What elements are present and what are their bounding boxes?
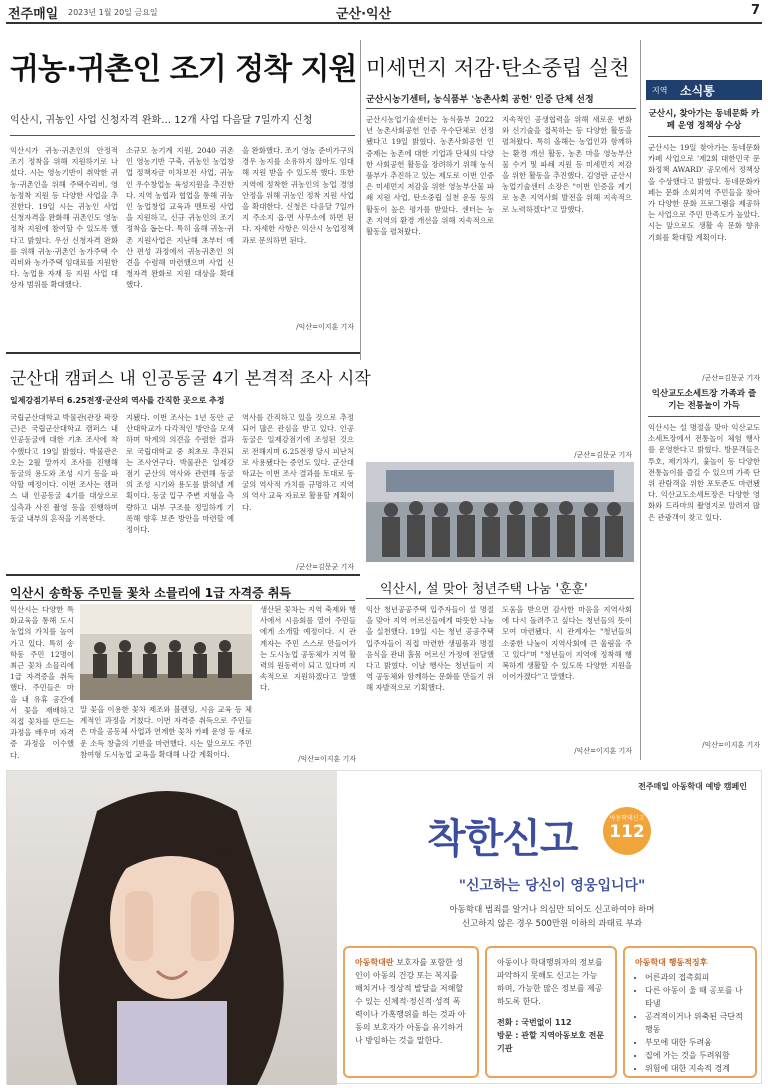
a4-headline: 익산시, 설 맞아 청년주택 나눔 '훈훈' — [380, 582, 588, 597]
a1-body-col3: 을 완화했다. 조기 영농 준비가구의 경우 농지를 소유하지 않아도 임대해 지원 받을 수 있도록 했다. 또한 지역에 정착한 귀농인의 농업 경영 안정을 위해 귀농인 정착 지원 사업을 확대한다. 신청은 다음달 7일까지 주소지 읍·면 사무소에 하면 된다. 자세한 사항은 익산시 농업정책과로 문의하면 된다. — [242, 146, 354, 245]
a2-byline: /군산=김문균 기자 — [574, 451, 632, 459]
award-group-photo — [366, 462, 634, 562]
a2-body-col1: 군산시농업기술센터는 농식품부 2022년 농촌사회공헌 인증 우수단체로 선정됐다고 19일 밝혔다. 농촌사회공헌 인증제는 농촌에 대한 기업과 단체의 다양한 사회공헌 활동을 장려하기 위해 농식품부가 추진하고 있는 제도로 이번 인증은 미세먼지 저감을 위한 영농부산물 파쇄 지원 사업, 탄소중립 실천 운동 등의 활동이 높은 평가를 받았다. 센터는 농촌 지역의 환경 개선을 위해 지속적으로 활동을 펼쳐왔다. — [366, 115, 494, 237]
a5-body-col3: 생산된 꽃차는 지역 축제와 행사에서 시음회를 열어 주민들에게 소개할 예정이다. 시 관계자는 주민 스스로 만들어가는 도시농업 공동체가 지역 활력의 원동력이 되고 있다며 지속적으로 지원하겠다고 말했다. — [260, 605, 356, 693]
a3-body-col2: 지됐다. 이번 조사는 1년 동안 군산대학교가 다각적인 방안을 모색하며 학계의 의견을 수렴한 결과로 국립대학교 중 최초로 추진되는 조사연구다. 박물관은 일제강점기 군산의 역사와 관련해 동굴의 조성 시기와 용도를 밝혀낼 계획이다. 동굴 입구 주변 지형을 측량하고 내부 구조를 정밀하게 기록해 향후 보존 방안을 마련할 예정이다. — [126, 413, 234, 535]
ad-slogan: "신고하는 당신이 영웅입니다" — [458, 878, 646, 894]
a3-body-col3: 역사를 간직하고 있을 것으로 추정되어 많은 관심을 받고 있다. 인공동굴은 일제강점기에 조성된 것으로 전해지며 6.25전쟁 당시 피난처로 사용됐다는 증언도 있다. 군산대학교는 이번 조사 결과를 토대로 동굴의 역사적 가치를 규명하고 지역의 역사 교육 자료로 활용할 계획이다. — [242, 413, 354, 512]
sidebar-label-main: 소식통 — [680, 84, 715, 98]
a5-headline: 익산시 송학동 주민들 꽃차 소믈리에 1급 자격증 취득 — [10, 586, 292, 600]
ad-box2-visit: 방문 : 관할 지역아동보호 전문기관 — [497, 1031, 605, 1053]
a5-top-rule — [6, 574, 360, 576]
a5-body-col1: 익산시는 다양한 특화교육을 통해 도시농업의 가치를 높여가고 있다. 특히 송학동 주민 12명이 최근 꽃차 소믈리에 1급 자격증을 취득했다. 주민들은 마을 내 유휴 공간에서 꽃을 재배하고 직접 꽃차를 만드는 과정을 배우며 자격증 과정을 이수했다. — [10, 605, 74, 760]
sidebar-item1-byline: /군산=김문균 기자 — [702, 374, 760, 382]
a2-headline: 미세먼지 저감·탄소중립 실천 — [366, 56, 630, 80]
issue-date: 2023년 1월 20일 금요일 — [68, 8, 158, 17]
ad-logo-main: 착한신고 — [427, 816, 578, 862]
ad-box-signs — [623, 946, 757, 1078]
flower-tea-class-photo — [80, 604, 252, 700]
section-name: 군산·익산 — [336, 7, 392, 22]
sidebar-item2-byline: /익산=이지훈 기자 — [702, 741, 760, 749]
crying-child-illustration — [7, 771, 337, 1085]
newspaper-logo: 전주매일 — [8, 7, 59, 22]
ad-112-badge — [603, 807, 651, 855]
sidebar-item2-body: 익산시는 설 명절을 맞아 익산교도소세트장에서 전통놀이 체험 행사를 운영한다고 밝혔다. 방문객들은 투호, 제기차기, 윷놀이 등 다양한 전통놀이를 즐길 수 있으며 가족 단위 관람객을 위한 포토존도 마련됐다. 익산교도소세트장은 다양한 영화와 드라마의 촬영지로 알려져 많은 관광객이 찾고 있다. — [648, 423, 760, 522]
ad-sign-item: • 다른 아동이 울 때 공포를 나타냄 — [645, 984, 745, 1010]
ad-badge-label: 아동학대신고 — [609, 815, 645, 822]
a2-divider — [366, 108, 636, 109]
a5-divider — [10, 600, 355, 601]
sidebar-label: 지역 — [652, 86, 668, 95]
page-header — [6, 2, 762, 24]
ad-campaign-title: 전주매일 아동학대 예방 캠페인 — [638, 782, 747, 791]
ad-signs-list — [635, 971, 745, 1075]
a3-top-rule — [6, 352, 360, 354]
child-abuse-campaign-ad — [6, 770, 762, 1084]
sidebar-item2-title: 익산교도소세트장 가족과 즐기는 전통놀이 가득 — [651, 389, 757, 411]
a4-body-col2: 도움을 받으면 감사한 마음을 지역사회에 다시 돌려주고 싶다는 청년들의 뜻이 모여 마련됐다. 시 관계자는 "청년들의 소중한 나눔이 지역사회에 큰 울림을 주고 있다"며 "청년들이 지역에 정착해 행복하게 생활할 수 있도록 다양한 지원을 이어가겠다"고 말했다. — [502, 605, 632, 682]
a4-divider — [366, 598, 634, 599]
a1-headline: 귀농·귀촌인 조기 정착 지원 — [10, 52, 357, 87]
a5-byline: /익산=이지훈 기자 — [298, 755, 356, 763]
a4-body-col1: 익산 청년공공주택 입주자들이 설 명절을 맞아 지역 어르신들에게 따뜻한 나눔을 실천했다. 19일 시는 청년 공공주택 입주자들이 직접 마련한 생필품과 명절 음식을 관내 홀몸 어르신 가정에 전달했다고 밝혔다. 이날 행사는 청년들이 지역 공동체와 함께하는 문화를 만들기 위해 자발적으로 기획했다. — [366, 605, 494, 693]
ad-box2-text: 아동이나 학대행위자의 정보를 파악하지 못해도 신고는 가능하며, 가능한 많은 정보를 제공하도록 한다. — [497, 958, 603, 1006]
ad-box-definition — [343, 946, 479, 1078]
a1-subheadline: 익산시, 귀농인 사업 신청자격 완화… 12개 사업 다음달 7일까지 신청 — [10, 115, 313, 126]
a2-subheadline: 군산시농기센터, 농식품부 '농촌사회 공헌' 인증 단체 선정 — [366, 95, 594, 105]
sidebar-item2-divider — [648, 416, 760, 417]
a2-body-col2: 지속적인 공생협력을 위해 새로운 변화와 신기술을 접목하는 등 다양한 활동을 펼쳐왔다. 특히 올해는 농업인과 함께하는 환경 개선 활동, 농촌 마을 영농부산물 수거 및 파쇄 지원 등 미세먼지 저감을 위한 활동을 추진했다. 김영란 군산시농업기술센터 소장은 "이번 인증을 계기로 농촌 지역사회 발전을 위해 지속적으로 노력하겠다"고 말했다. — [502, 115, 632, 214]
ad-box1-text: 보호자를 포함한 성인이 아동의 건강 또는 복지를 해치거나 정상적 발달을 저해할 수 있는 신체적·정신적·성적 폭력이나 가혹행위를 하는 것과 아동의 보호자가 아동을 유기하거나 방임하는 것을 말한다. — [355, 958, 466, 1045]
ad-desc-line2: 신고하지 않은 경우 500만원 이하의 과태료 부과 — [461, 919, 643, 929]
a1-divider — [10, 135, 355, 136]
ad-desc-line1: 아동학대 범죄를 알거나 의심만 되어도 신고하여야 하며 — [449, 905, 655, 915]
a5-body-col2: 말 꽃을 이용한 꽃차 제조와 블렌딩, 시음 교육 등 체계적인 과정을 거쳤다. 이번 자격증 취득으로 주민들은 마을 공동체 사업과 연계한 꽃차 카페 운영 등 새로운 소득 창출의 기반을 마련했다. 시는 앞으로도 주민 참여형 도시농업 교육을 확대해 나갈 계획이다. — [80, 705, 252, 759]
a3-body-col1: 국립군산대학교 박물관(관장 곽장근)은 국립군산대학교 캠퍼스 내 인공동굴에 대한 기초 조사에 착수했다고 19일 밝혔다. 박물관은 오는 2월 말까지 조사를 진행해 동굴의 용도와 조성 시기 등을 파악할 예정이다. 이번 조사는 캠퍼스 내 인공동굴 4기를 대상으로 실측과 사진 촬영 등을 진행하며 동굴 내부의 흔적을 기록한다. — [10, 413, 118, 523]
a1-byline: /익산=이지훈 기자 — [296, 323, 354, 331]
a3-subheadline: 일제강점기부터 6.25전쟁·군산의 역사를 간직한 곳으로 추정 — [10, 396, 225, 405]
ad-sign-item: • 집에 가는 것을 두려워함 — [645, 1049, 745, 1062]
sidebar-item1-title: 군산시, 찾아가는 동네문화 카페 운영 정책상 수상 — [648, 109, 760, 131]
a3-byline: /군산=김문균 기자 — [296, 563, 354, 571]
sidebar-divider — [640, 40, 641, 760]
sidebar-item1-body: 군산시는 19일 찾아가는 동네문화카페 사업으로 '제2회 대한민국 문화정책 AWARD' 공모에서 정책상을 수상했다고 밝혔다. 동네문화카페는 문화 소외지역 주민들을 찾아가 다양한 문화 프로그램을 제공하는 사업으로 주민 만족도가 높았다. 시는 앞으로도 생활 속 문화 향유 기회를 확대할 계획이다. — [648, 143, 760, 242]
ad-box1-head: 아동학대란 — [355, 958, 394, 967]
column-divider — [360, 40, 361, 360]
sidebar-header — [646, 80, 762, 100]
ad-box3-head: 아동학대 행동적징후 — [635, 958, 708, 967]
a4-byline: /익산=이지훈 기자 — [574, 747, 632, 755]
a1-body-col2: 소규모 농기계 지원, 2040 귀촌인 영농기반 구축, 귀농인 농업창업 정책자금 이차보전 사업, 귀농인 우수창업농 육성지원을 추진한다. 지역 농협과 협업을 통해 귀농인 농업창업 교육과 멘토링 사업을 지원하고, 신규 귀농인의 조기 정착을 돕는다. 특히 올해 귀농·귀촌 지원사업은 지난해 초부터 예산 편성 과정에서 귀농귀촌인 의견을 수렴해 마련했으며 사업 신청자격 완화로 지원 대상을 확대했다. — [126, 146, 234, 290]
sidebar-item1-divider — [648, 136, 760, 137]
page-number: 7 — [750, 3, 760, 18]
ad-sign-item: • 위험에 대한 지속적 경계 — [645, 1062, 745, 1075]
ad-sign-item: • 어른과의 접촉회피 — [645, 971, 745, 984]
ad-sign-item: • 공격적이거나 위축된 극단적 행동 — [645, 1010, 745, 1036]
ad-badge-number: 112 — [609, 822, 645, 842]
a1-body-col1: 익산시가 귀농·귀촌인의 안정적 조기 정착을 위해 지원하기로 나섰다. 시는 영농기반이 취약한 귀농·귀촌인을 위해 주택수리비, 영농정착 지원 등 다양한 사업을 추진한다. 19일 시는 귀농인 사업 신청자격을 완화해 귀촌인도 영농정착 지원에 참여할 수 있도록 했다고 밝혔다. 우선 신청자격 완화를 위해 귀농·귀촌인 농가주택 수리비와 농가주택 임대료를 지원한다. 농업용 자재 등 지원 사업 대상자 범위를 확대했다. — [10, 146, 118, 290]
a3-headline: 군산대 캠퍼스 내 인공동굴 4기 본격적 조사 시작 — [10, 369, 371, 389]
ad-box-report — [485, 946, 617, 1078]
ad-box2-phone: 전화 : 국번없이 112 — [497, 1018, 572, 1027]
ad-sign-item: • 부모에 대한 두려움 — [645, 1036, 745, 1049]
